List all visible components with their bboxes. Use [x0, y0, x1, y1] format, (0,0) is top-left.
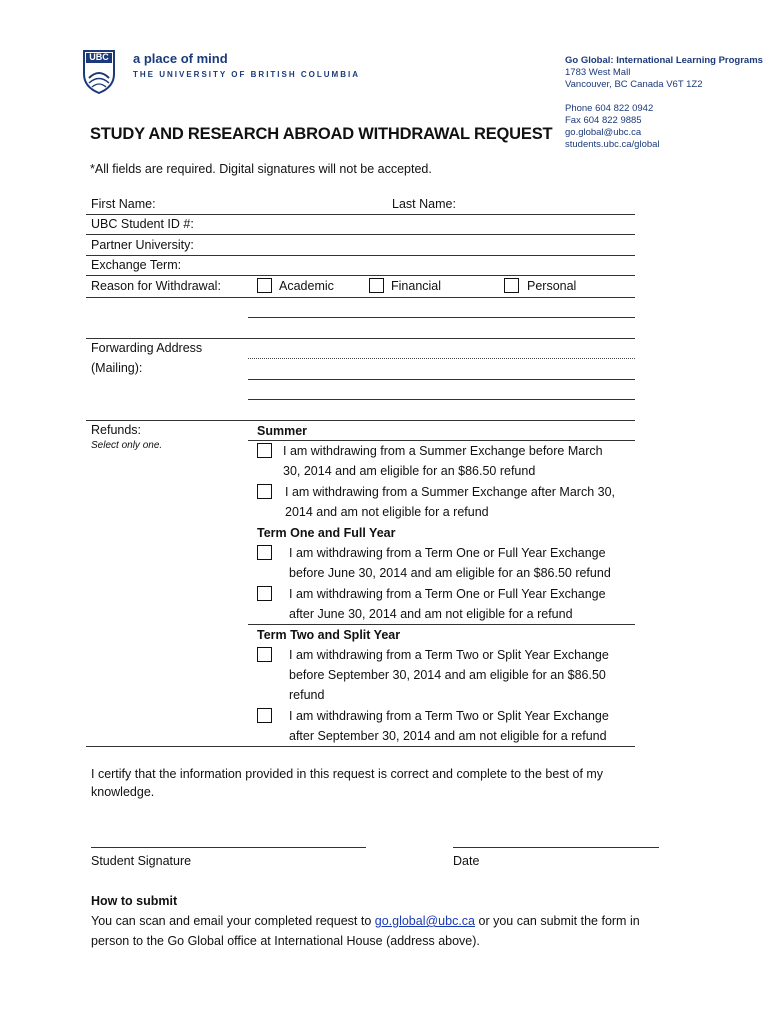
- university-name: THE UNIVERSITY OF BRITISH COLUMBIA: [133, 70, 360, 79]
- ubc-logo: [83, 50, 115, 94]
- summer-before-checkbox[interactable]: [257, 443, 272, 458]
- phone: Phone 604 822 0942: [565, 103, 654, 114]
- email-link[interactable]: go.global@ubc.ca: [565, 127, 642, 138]
- ubc-logo-text: UBC: [89, 52, 109, 62]
- submit-text-post: or you can submit the form in: [475, 914, 640, 928]
- term-one-after-checkbox[interactable]: [257, 586, 272, 601]
- term-two-after-text-2: after September 30, 2014 and am not eligible for a refund: [289, 729, 607, 743]
- summer-before-text-2: 30, 2014 and am eligible for an $86.50 refund: [283, 464, 536, 478]
- submit-email-link[interactable]: go.global@ubc.ca: [374, 914, 476, 928]
- required-note: *All fields are required. Digital signatures will not be accepted.: [90, 162, 432, 176]
- address-line-2: Vancouver, BC Canada V6T 1Z2: [565, 79, 703, 90]
- reason-extra-line-2[interactable]: [86, 338, 635, 339]
- refunds-note: Select only one.: [91, 440, 163, 451]
- partner-university-line[interactable]: [86, 255, 635, 256]
- exchange-term-line[interactable]: [86, 275, 635, 276]
- submit-text-1: [91, 913, 640, 929]
- summer-after-text-1: I am withdrawing from a Summer Exchange after March 30,: [285, 485, 615, 499]
- refunds-label: Refunds:: [91, 423, 142, 437]
- submit-heading: How to submit: [91, 894, 178, 908]
- term-two-before-text-2: before September 30, 2014 and am eligible for an $86.50: [289, 668, 606, 682]
- student-id-label: UBC Student ID #:: [91, 217, 194, 231]
- refunds-bottom-line: [86, 746, 635, 747]
- address-line-3-field[interactable]: [248, 399, 635, 400]
- tagline: a place of mind: [133, 51, 228, 66]
- submit-text-pre: You can scan and email your completed request to: [91, 914, 375, 928]
- term-one-after-text-2: after June 30, 2014 and am not eligible for a refund: [289, 607, 573, 621]
- reason-personal-checkbox[interactable]: [504, 278, 519, 293]
- term-one-before-text-2: before June 30, 2014 and am eligible for an $86.50 refund: [289, 566, 611, 580]
- certify-text-1: I certify that the information provided in this request is correct and complete to the best of my: [91, 767, 604, 781]
- page-title: STUDY AND RESEARCH ABROAD WITHDRAWAL REQUEST: [90, 125, 553, 143]
- signature-line[interactable]: [91, 847, 366, 848]
- address-line-4-field[interactable]: [86, 420, 635, 421]
- reason-academic-label: Academic: [279, 279, 334, 293]
- certify-text-2: knowledge.: [91, 785, 155, 799]
- fax: Fax 604 822 9885: [565, 115, 642, 126]
- reason-financial-checkbox[interactable]: [369, 278, 384, 293]
- date-line[interactable]: [453, 847, 659, 848]
- reason-financial-label: Financial: [391, 279, 442, 293]
- reason-extra-line-1[interactable]: [248, 317, 635, 318]
- submit-text-2: person to the Go Global office at International House (address above).: [91, 934, 480, 948]
- summer-after-checkbox[interactable]: [257, 484, 272, 499]
- first-name-label: First Name:: [91, 197, 156, 211]
- student-id-line[interactable]: [86, 234, 635, 235]
- contact-block: [565, 55, 763, 151]
- summer-heading: Summer: [257, 424, 308, 438]
- term-two-before-text-3: refund: [289, 688, 325, 702]
- first-name-line[interactable]: [86, 214, 635, 215]
- summer-after-text-2: 2014 and am not eligible for a refund: [285, 505, 489, 519]
- term-one-heading: Term One and Full Year: [257, 526, 396, 540]
- address-line-1: 1783 West Mall: [565, 67, 631, 78]
- exchange-term-label: Exchange Term:: [91, 258, 182, 272]
- reason-academic-checkbox[interactable]: [257, 278, 272, 293]
- reason-personal-label: Personal: [527, 279, 577, 293]
- term-two-heading: Term Two and Split Year: [257, 628, 401, 642]
- summer-before-text-1: I am withdrawing from a Summer Exchange before March: [283, 444, 603, 458]
- term-one-after-text-1: I am withdrawing from a Term One or Full Year Exchange: [289, 587, 606, 601]
- term-one-before-checkbox[interactable]: [257, 545, 272, 560]
- term-two-after-checkbox[interactable]: [257, 708, 272, 723]
- office-name: Go Global: International Learning Programs: [565, 55, 763, 66]
- address-line-1-field[interactable]: [248, 358, 635, 359]
- reason-line: [86, 297, 635, 298]
- partner-university-label: Partner University:: [91, 238, 194, 252]
- address-label-1: Forwarding Address: [91, 341, 203, 355]
- last-name-label: Last Name:: [392, 197, 456, 211]
- term-two-before-text-1: I am withdrawing from a Term Two or Split Year Exchange: [289, 648, 609, 662]
- term-one-before-text-1: I am withdrawing from a Term One or Full Year Exchange: [289, 546, 606, 560]
- website-link[interactable]: students.ubc.ca/global: [565, 139, 660, 150]
- reason-label: Reason for Withdrawal:: [91, 279, 221, 293]
- summer-heading-line: [248, 440, 635, 441]
- signature-label: Student Signature: [91, 854, 192, 868]
- date-label: Date: [453, 854, 480, 868]
- term-one-bottom-line: [248, 624, 635, 625]
- term-two-before-checkbox[interactable]: [257, 647, 272, 662]
- address-line-2-field[interactable]: [248, 379, 635, 380]
- address-label-2: (Mailing):: [91, 361, 143, 375]
- term-two-after-text-1: I am withdrawing from a Term Two or Split Year Exchange: [289, 709, 609, 723]
